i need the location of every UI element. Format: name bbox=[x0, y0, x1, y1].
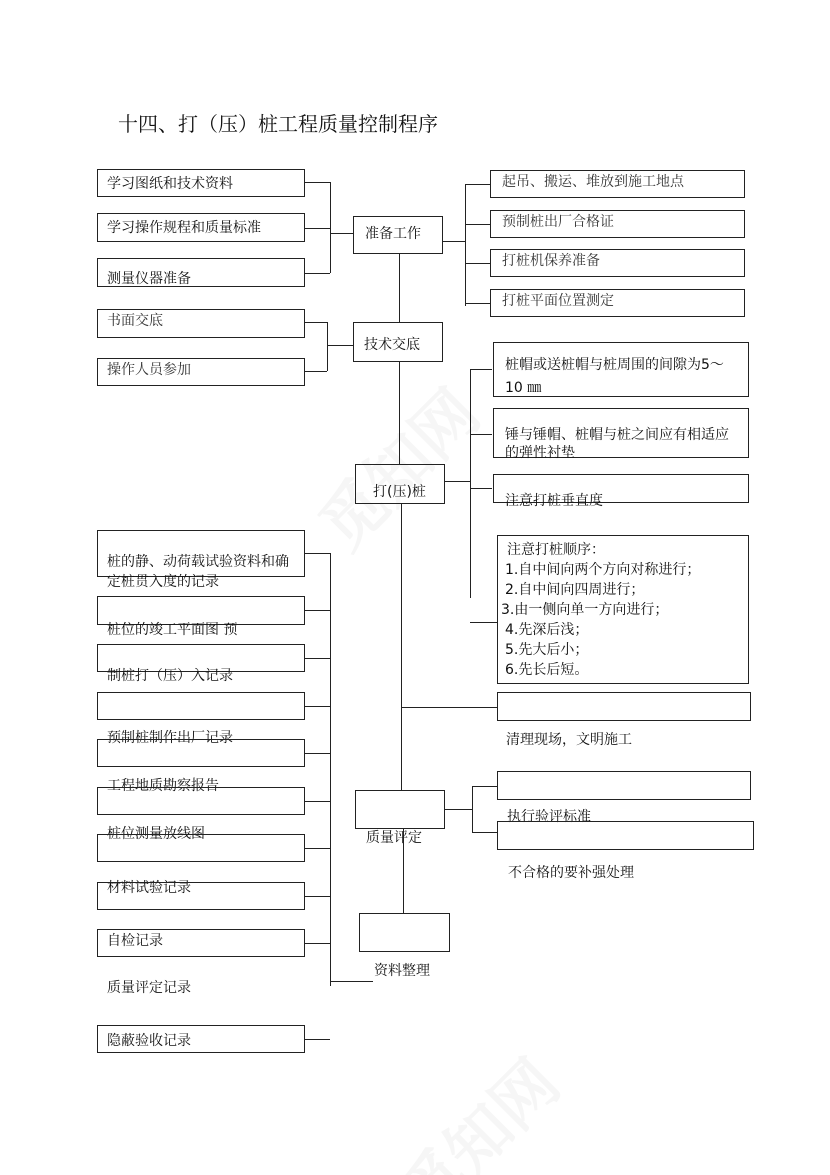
gap-text: 桩帽或送桩帽与桩周围的间隙为5～ bbox=[505, 357, 724, 373]
docs-node-box bbox=[359, 913, 450, 952]
connector bbox=[327, 345, 353, 346]
prep-left-label-1: 学习图纸和技术资料 bbox=[107, 176, 233, 192]
main-flow-line bbox=[401, 504, 402, 790]
prep-right-label-3: 打桩机保养准备 bbox=[502, 253, 600, 269]
connector bbox=[305, 896, 330, 897]
record-box-4 bbox=[97, 692, 305, 720]
connector bbox=[465, 184, 466, 306]
connector bbox=[401, 707, 497, 708]
connector bbox=[465, 184, 490, 185]
clean-label: 清理现场，文明施工 bbox=[506, 732, 632, 748]
record-box-5 bbox=[97, 739, 305, 767]
quality-right-label-1: 执行验评标准 bbox=[507, 809, 591, 825]
connector bbox=[445, 809, 472, 810]
quality-node-box bbox=[355, 790, 445, 829]
record-label-6: 桩位测量放线图 bbox=[107, 826, 205, 842]
connector bbox=[305, 658, 330, 659]
record-box-7 bbox=[97, 834, 305, 862]
tech-left-label-1: 书面交底 bbox=[107, 313, 163, 329]
prep-left-label-2: 学习操作规程和质量标准 bbox=[107, 220, 261, 236]
order-item-3: 3.由一侧向单一方向进行； bbox=[501, 602, 669, 618]
connector bbox=[330, 233, 353, 234]
records-bracket bbox=[330, 553, 331, 986]
connector bbox=[465, 263, 490, 264]
connector bbox=[443, 241, 465, 242]
tech-node-label: 技术交底 bbox=[364, 337, 420, 353]
order-item-2: 2.自中间向四周进行； bbox=[505, 582, 645, 598]
connector bbox=[305, 610, 330, 611]
prep-node-label: 准备工作 bbox=[365, 226, 421, 242]
match-text-1: 锤与锤帽、桩帽与桩之间应有相适应 bbox=[505, 427, 729, 443]
record-label-7: 材料试验记录 bbox=[107, 880, 191, 896]
main-flow-line bbox=[399, 362, 400, 464]
quality-right-label-2: 不合格的要补强处理 bbox=[508, 865, 634, 881]
connector bbox=[305, 322, 327, 323]
record-label-5: 工程地质勘察报告 bbox=[107, 778, 219, 794]
connector bbox=[470, 369, 471, 598]
prep-left-label-3: 测量仪器准备 bbox=[107, 271, 191, 287]
connector bbox=[305, 848, 330, 849]
clean-box bbox=[497, 692, 751, 721]
page-title: 十四、打（压）桩工程质量控制程序 bbox=[118, 112, 438, 136]
order-title: 注意打桩顺序： bbox=[507, 542, 605, 558]
main-flow-line bbox=[399, 254, 400, 322]
record-label-10: 隐蔽验收记录 bbox=[107, 1033, 191, 1049]
record-label-4: 预制桩制作出厂记录 bbox=[107, 730, 233, 746]
quality-right-box-1 bbox=[497, 771, 751, 800]
docs-node-label: 资料整理 bbox=[374, 963, 430, 979]
connector bbox=[472, 786, 473, 832]
match-text-2: 的弹性衬垫 bbox=[505, 445, 575, 461]
watermark bbox=[376, 1036, 577, 1175]
order-item-6: 6.先长后短。 bbox=[505, 662, 589, 678]
connector bbox=[305, 1039, 330, 1040]
connector bbox=[470, 434, 492, 435]
record-label-8: 自检记录 bbox=[107, 933, 163, 949]
tech-left-label-2: 操作人员参加 bbox=[107, 362, 191, 378]
gap-text-cont: 10 ㎜ bbox=[505, 380, 542, 396]
connector bbox=[330, 981, 373, 982]
record-label-1b: 定桩贯入度的记录 bbox=[107, 574, 219, 590]
connector bbox=[305, 801, 330, 802]
connector bbox=[470, 622, 497, 623]
quality-right-box-2 bbox=[497, 821, 754, 850]
record-box-6 bbox=[97, 787, 305, 815]
connector bbox=[327, 322, 328, 371]
quality-node-label: 质量评定 bbox=[366, 830, 422, 846]
connector bbox=[305, 706, 330, 707]
order-item-1: 1.自中间向两个方向对称进行； bbox=[505, 562, 701, 578]
order-item-5: 5.先大后小； bbox=[505, 642, 589, 658]
connector bbox=[305, 182, 330, 183]
connector bbox=[472, 832, 497, 833]
order-item-4: 4.先深后浅； bbox=[505, 622, 589, 638]
connector bbox=[305, 553, 330, 554]
record-box-8 bbox=[97, 882, 305, 910]
connector bbox=[305, 943, 330, 944]
prep-right-label-1: 起吊、搬运、堆放到施工地点 bbox=[502, 174, 684, 190]
record-label-3: 制桩打（压）入记录 bbox=[107, 668, 233, 684]
connector bbox=[445, 481, 470, 482]
connector bbox=[465, 303, 490, 304]
connector bbox=[465, 224, 490, 225]
connector bbox=[470, 369, 492, 370]
connector bbox=[305, 753, 330, 754]
vertical-text: 注意打桩垂直度 bbox=[505, 493, 603, 509]
prep-right-label-2: 预制桩出厂合格证 bbox=[502, 214, 614, 230]
connector bbox=[472, 786, 497, 787]
connector bbox=[470, 488, 492, 489]
prep-right-label-4: 打桩平面位置测定 bbox=[502, 293, 614, 309]
connector bbox=[305, 273, 330, 274]
main-flow-line bbox=[403, 829, 404, 913]
record-label-9: 质量评定记录 bbox=[107, 980, 191, 996]
connector bbox=[305, 228, 330, 229]
connector bbox=[305, 371, 327, 372]
connector bbox=[330, 182, 331, 273]
record-label-2: 桩位的竣工平面图 预 bbox=[107, 622, 238, 638]
pile-node-label: 打(压)桩 bbox=[373, 484, 426, 500]
record-label-1a: 桩的静、动荷载试验资料和确 bbox=[107, 554, 289, 570]
